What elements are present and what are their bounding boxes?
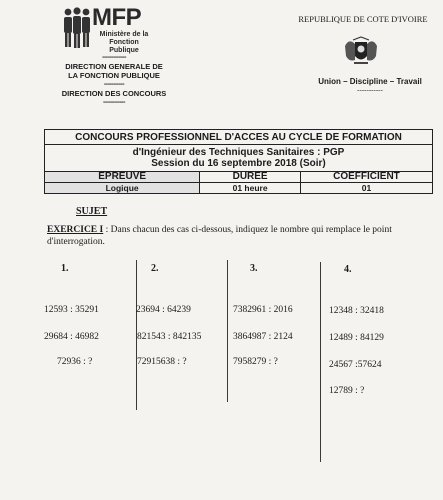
column-number: 3. — [250, 263, 258, 274]
separator: ----------- — [357, 86, 383, 94]
logo-subtitle-line2: Fonction Publique — [109, 39, 139, 54]
list-item: 3864987 : 2124 — [233, 332, 293, 342]
list-item: 12789 : ? — [329, 386, 365, 396]
exercise-label: EXERCICE I — [47, 225, 104, 235]
column-divider — [320, 262, 321, 462]
coat-of-arms-icon — [343, 36, 379, 66]
sujet-heading: SUJET — [76, 206, 108, 217]
direction-concours: DIRECTION DES CONCOURS — [61, 89, 167, 98]
logo-subtitle-line1: Ministère de la — [99, 31, 149, 38]
exam-info-table — [45, 172, 432, 193]
separator: ------------ — [103, 99, 125, 106]
list-item: 72915638 : ? — [137, 357, 187, 367]
list-item: 72936 : ? — [57, 357, 93, 367]
logo-text: MFP — [92, 4, 142, 31]
exam-subtitle — [45, 145, 432, 172]
list-item: 29684 : 46982 — [44, 332, 99, 342]
list-item: 7382961 : 2016 — [233, 305, 293, 315]
header-coefficient: COEFFICIENT — [300, 172, 432, 183]
direction-generale-line1: DIRECTION GENERALE DE — [65, 62, 163, 71]
separator: ----------- — [103, 81, 125, 88]
table-row — [45, 183, 432, 194]
people-logo-icon — [62, 7, 92, 49]
direction-generale-line2: LA FONCTION PUBLIQUE — [68, 71, 160, 80]
list-item: 12593 : 35291 — [44, 305, 99, 315]
column-number: 1. — [61, 263, 69, 274]
value-coefficient: 01 — [361, 183, 372, 193]
column-divider — [227, 260, 228, 402]
separator: ------------- — [102, 54, 126, 61]
list-item: 7958279 : ? — [233, 357, 278, 367]
exam-subtitle-line1: d'Ingénieur des Techniques Sanitaires : PGP — [132, 147, 345, 158]
header-duree: DUREE — [200, 172, 301, 183]
logo-subtitle — [96, 31, 152, 55]
exercise-instructions — [47, 224, 425, 248]
column-number: 2. — [151, 263, 159, 274]
column-number: 4. — [344, 264, 352, 275]
mfp-logo — [62, 4, 152, 52]
direction-block — [44, 53, 184, 107]
exam-title: CONCOURS PROFESSIONNEL D'ACCES AU CYCLE DE FORMATION — [45, 130, 432, 145]
national-motto: Union – Discipline – Travail — [318, 77, 422, 86]
list-item: 12348 : 32418 — [329, 306, 384, 316]
list-item: 23694 : 64239 — [136, 305, 191, 315]
exam-session: Session du 16 septembre 2018 (Soir) — [151, 158, 326, 169]
list-item: 12489 : 84129 — [329, 333, 384, 343]
list-item: 821543 : 842135 — [137, 332, 202, 342]
exam-title-box — [44, 129, 433, 194]
table-header-row — [45, 172, 432, 183]
exercise-text: : Dans chacun des cas ci-dessous, indiquez le nombre qui remplace le point d'interrogation. — [47, 225, 392, 247]
list-item: 24567 :57624 — [329, 360, 382, 370]
country-name: REPUBLIQUE DE COTE D'IVOIRE — [298, 14, 428, 24]
value-duree: 01 heure — [200, 183, 301, 194]
value-epreuve: Logique — [45, 183, 200, 194]
header-epreuve: EPREUVE — [45, 172, 200, 183]
